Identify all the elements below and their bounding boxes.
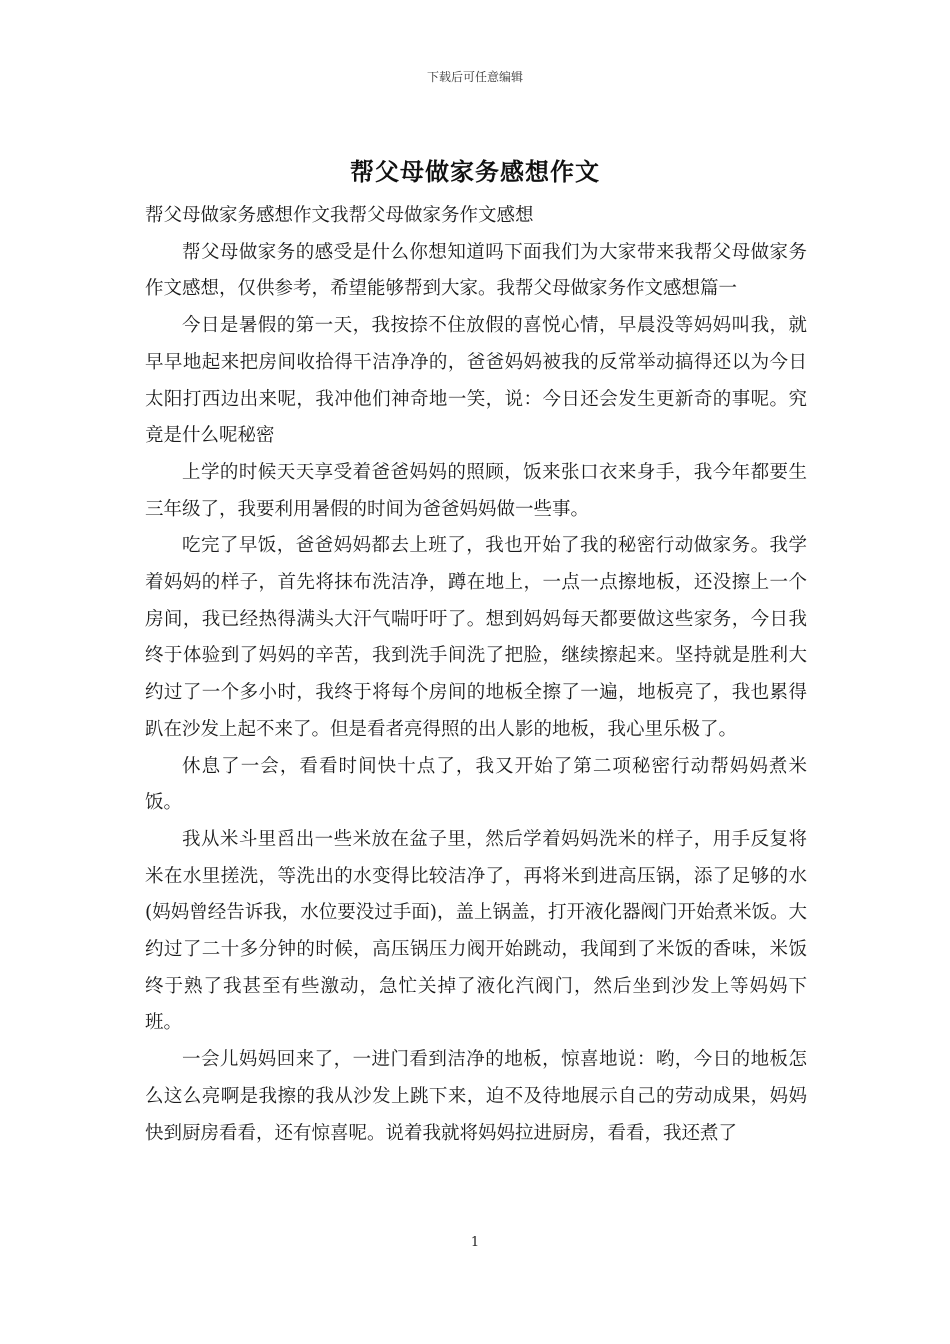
document-title: 帮父母做家务感想作文 [350,157,600,186]
document-subtitle: 帮父母做家务感想作文我帮父母做家务作文感想 [145,205,534,226]
paragraph: 吃完了早饭，爸爸妈妈都去上班了，我也开始了我的秘密行动做家务。我学着妈妈的样子，首先将抹布洗洁净，蹲在地上，一点一点擦地板，还没擦上一个房间，我已经热得满头大汗气喘吁吁了。想到妈妈每天都要做这些家务，今日我终于体验到了妈妈的辛苦，我到洗手间洗了把脸，继续擦起来。坚持就是胜利大约过了一个多小时，我终于将每个房间的地板全擦了一遍，地板亮了，我也累得趴在沙发上起不来了。但是看者亮得照的出人影的地板，我心里乐极了。 [145,535,807,740]
paragraph: 上学的时候天天享受着爸爸妈妈的照顾，饭来张口衣来身手，我今年都要生三年级了，我要利用暑假的时间为爸爸妈妈做一些事。 [145,461,807,520]
page-number: 1 [470,1235,480,1250]
paragraph: 今日是暑假的第一天，我按捺不住放假的喜悦心情，早晨没等妈妈叫我，就早早地起来把房间收拾得干洁净净的，爸爸妈妈被我的反常举动搞得还以为今日太阳打西边出来呢，我冲他们神奇地一笑，说：今日还会发生更新奇的事呢。究竟是什么呢秘密 [145,315,807,447]
paragraph: 帮父母做家务的感受是什么你想知道吗下面我们为大家带来我帮父母做家务作文感想，仅供参考，希望能够帮到大家。我帮父母做家务作文感想篇一 [145,241,807,300]
paragraph: 休息了一会，看看时间快十点了，我又开始了第二项秘密行动帮妈妈煮米饭。 [145,755,807,814]
header-note: 下载后可任意编辑 [426,70,523,84]
document-body [145,198,807,1152]
paragraph: 一会儿妈妈回来了，一进门看到洁净的地板，惊喜地说：哟，今日的地板怎么这么亮啊是我擦的我从沙发上跳下来，迫不及待地展示自己的劳动成果，妈妈快到厨房看看，还有惊喜呢。说着我就将妈妈拉进厨房，看看，我还煮了 [145,1049,807,1144]
paragraph: 我从米斗里舀出一些米放在盆子里，然后学着妈妈洗米的样子，用手反复将米在水里搓洗，等洗出的水变得比较洁净了，再将米到进高压锅，添了足够的水(妈妈曾经告诉我，水位要没过手面)，盖上锅盖，打开液化器阀门开始煮米饭。大约过了二十多分钟的时候，高压锅压力阀开始跳动，我闻到了米饭的香味，米饭终于熟了我甚至有些激动，急忙关掉了液化汽阀门，然后坐到沙发上等妈妈下班。 [145,828,807,1034]
